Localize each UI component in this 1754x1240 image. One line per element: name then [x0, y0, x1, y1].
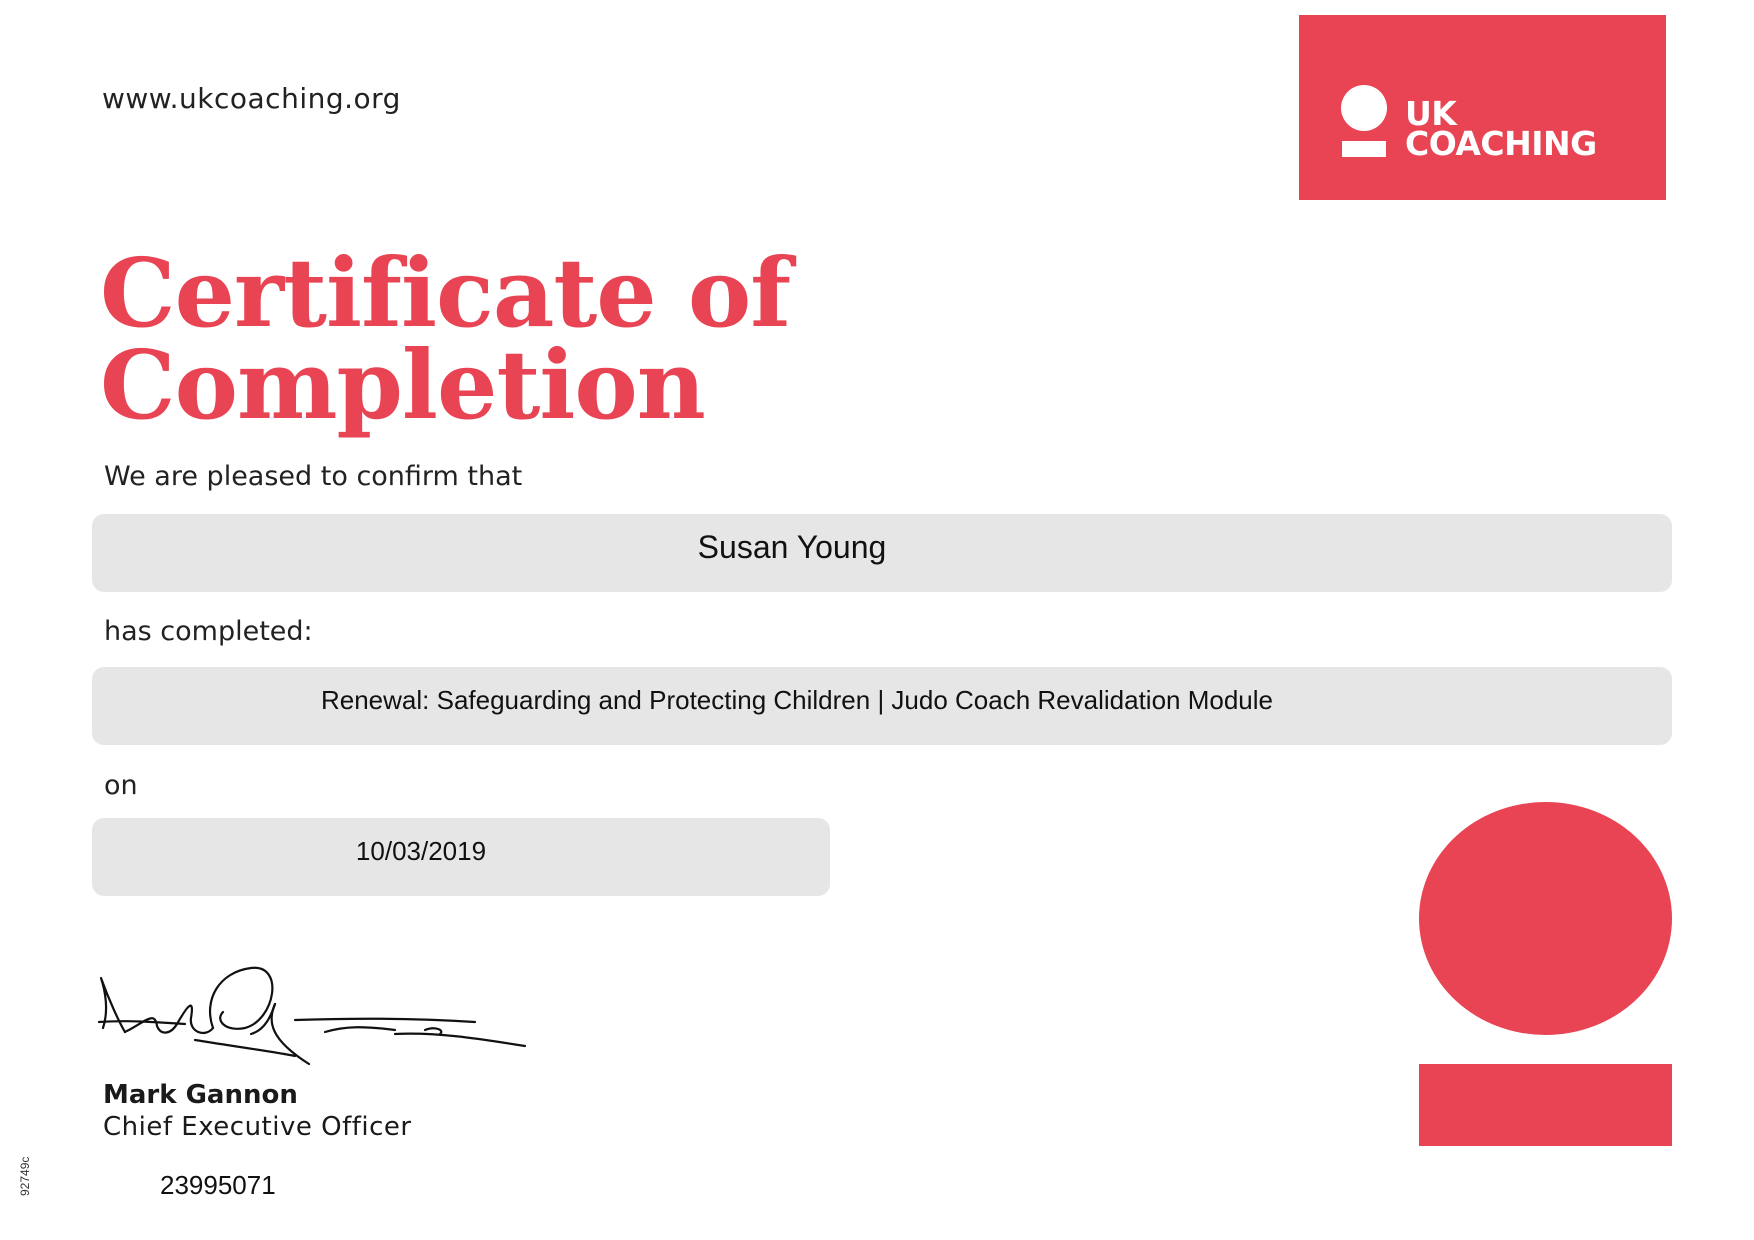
logo-mark-circle-icon — [1341, 85, 1387, 131]
certificate-number: 23995071 — [160, 1170, 276, 1200]
logo-wordmark — [1405, 94, 1597, 163]
seal-circle-icon — [1419, 802, 1672, 1035]
side-code: 92749c — [18, 1156, 32, 1196]
completed-label: has completed: — [104, 616, 313, 647]
signatory-name: Mark Gannon — [103, 1080, 298, 1110]
recipient-name-field — [92, 514, 1672, 592]
completion-date: 10/03/2019 — [355, 835, 487, 866]
confirm-label: We are pleased to confirm that — [104, 461, 523, 492]
signature-image — [95, 960, 535, 1070]
completion-date-field — [92, 818, 830, 896]
on-label: on — [104, 770, 138, 801]
recipient-name: Susan Young — [697, 528, 887, 565]
logo-line-1: UK — [1405, 94, 1457, 133]
title-line-2: Completion — [100, 330, 705, 441]
uk-coaching-logo — [1299, 15, 1666, 200]
website-url: www.ukcoaching.org — [102, 82, 401, 115]
logo-mark-bar-icon — [1342, 141, 1386, 157]
signatory-role: Chief Executive Officer — [103, 1112, 412, 1142]
title-line-1: Certificate of — [100, 238, 791, 349]
course-name-field — [92, 667, 1672, 745]
certificate-title — [100, 238, 791, 441]
course-name: Renewal: Safeguarding and Protecting Children | Judo Coach Revalidation Module — [320, 684, 1273, 715]
logo-line-2: COACHING — [1405, 124, 1597, 163]
seal-bar-icon — [1419, 1064, 1672, 1146]
